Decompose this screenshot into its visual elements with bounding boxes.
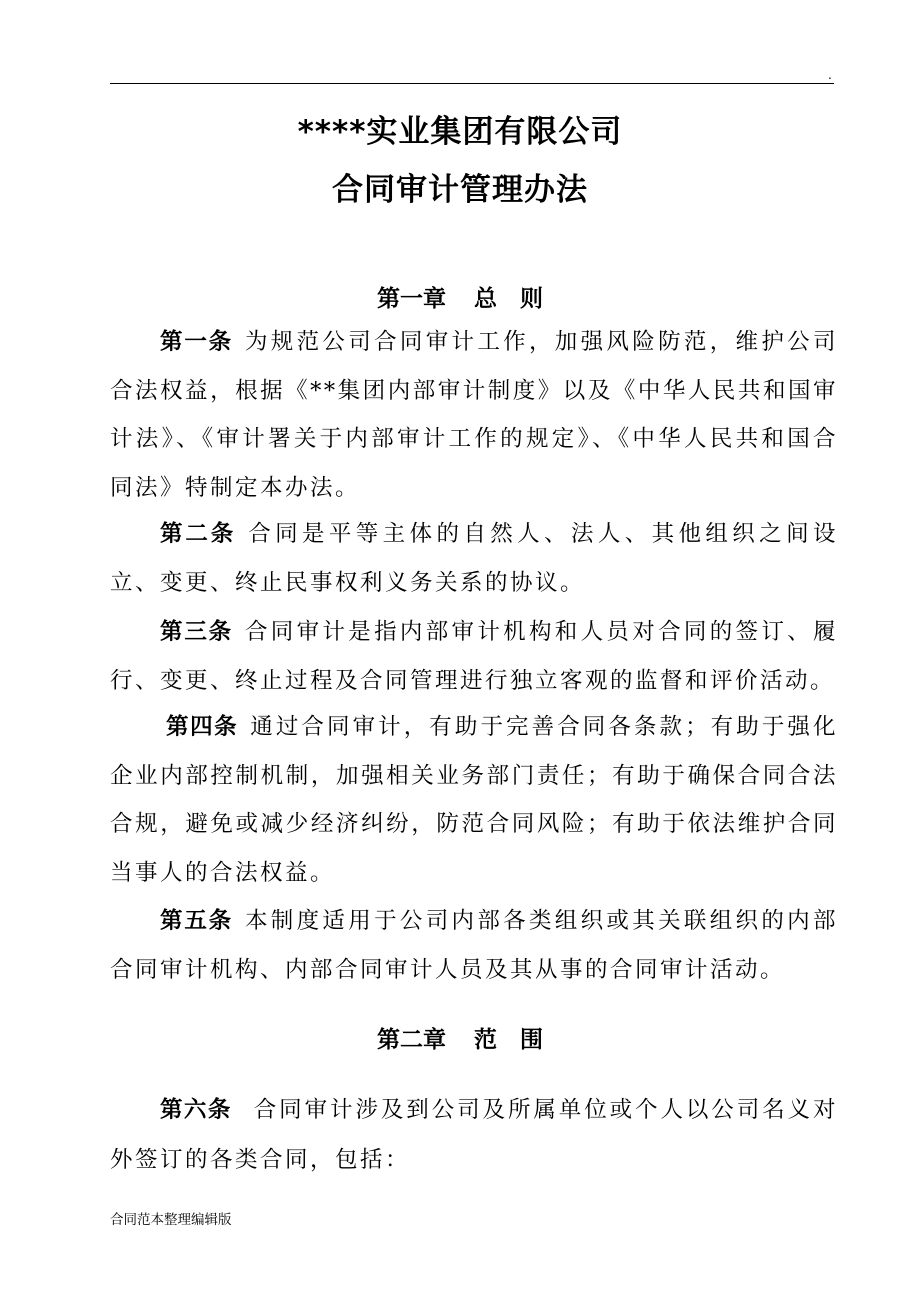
article-text: 通过合同审计，有助于完善合同各条款；有助于强化企业内部控制机制，加强相关业务部门责任；有助于确保合同合法合规，避免或减少经济纠纷，防范合同风险；有助于依法维护合同当事人的合法权益。: [110, 714, 838, 886]
article-1: [110, 318, 838, 512]
document-title: 合同审计管理办法: [332, 172, 588, 208]
article-6: [110, 1085, 838, 1185]
chapter-name: 范 围: [474, 1027, 543, 1053]
chapter-heading-2: [0, 1021, 920, 1054]
article-label: 第四条: [166, 714, 239, 740]
footer-note: 合同范本整理编辑版: [110, 1212, 232, 1228]
chapter-heading-1: [0, 280, 920, 313]
article-label: 第六条: [160, 1097, 232, 1123]
chapter-number: 第一章: [377, 286, 446, 312]
header-mark: .: [828, 68, 832, 82]
chapter-name: 总 则: [474, 286, 543, 312]
article-label: 第三条: [160, 619, 233, 645]
chapter-number: 第二章: [377, 1027, 446, 1053]
company-title: ****实业集团有限公司: [297, 114, 623, 150]
header-rule: [110, 83, 834, 84]
article-2: [110, 510, 838, 607]
article-text: 为规范公司合同审计工作，加强风险防范，维护公司合法权益，根据《**集团内部审计制度》以及《中华人民共和国审计法》、《审计署关于内部审计工作的规定》、《中华人民共和国合同法》特制定本办法。: [110, 329, 838, 501]
article-3: [110, 608, 838, 705]
article-text: 本制度适用于公司内部各类组织或其关联组织的内部合同审计机构、内部合同审计人员及其从事的合同审计活动。: [110, 908, 838, 983]
article-label: 第一条: [160, 329, 233, 355]
article-text: 合同是平等主体的自然人、法人、其他组织之间设立、变更、终止民事权利义务关系的协议。: [110, 521, 838, 596]
article-text: 合同审计是指内部审计机构和人员对合同的签订、履行、变更、终止过程及合同管理进行独立客观的监督和评价活动。: [110, 619, 838, 694]
article-5: [110, 897, 838, 994]
article-label: 第二条: [160, 521, 237, 547]
article-text: 合同审计涉及到公司及所属单位或个人以公司名义对外签订的各类合同，包括：: [110, 1097, 838, 1173]
article-label: 第五条: [160, 908, 233, 934]
article-4: [110, 703, 838, 897]
